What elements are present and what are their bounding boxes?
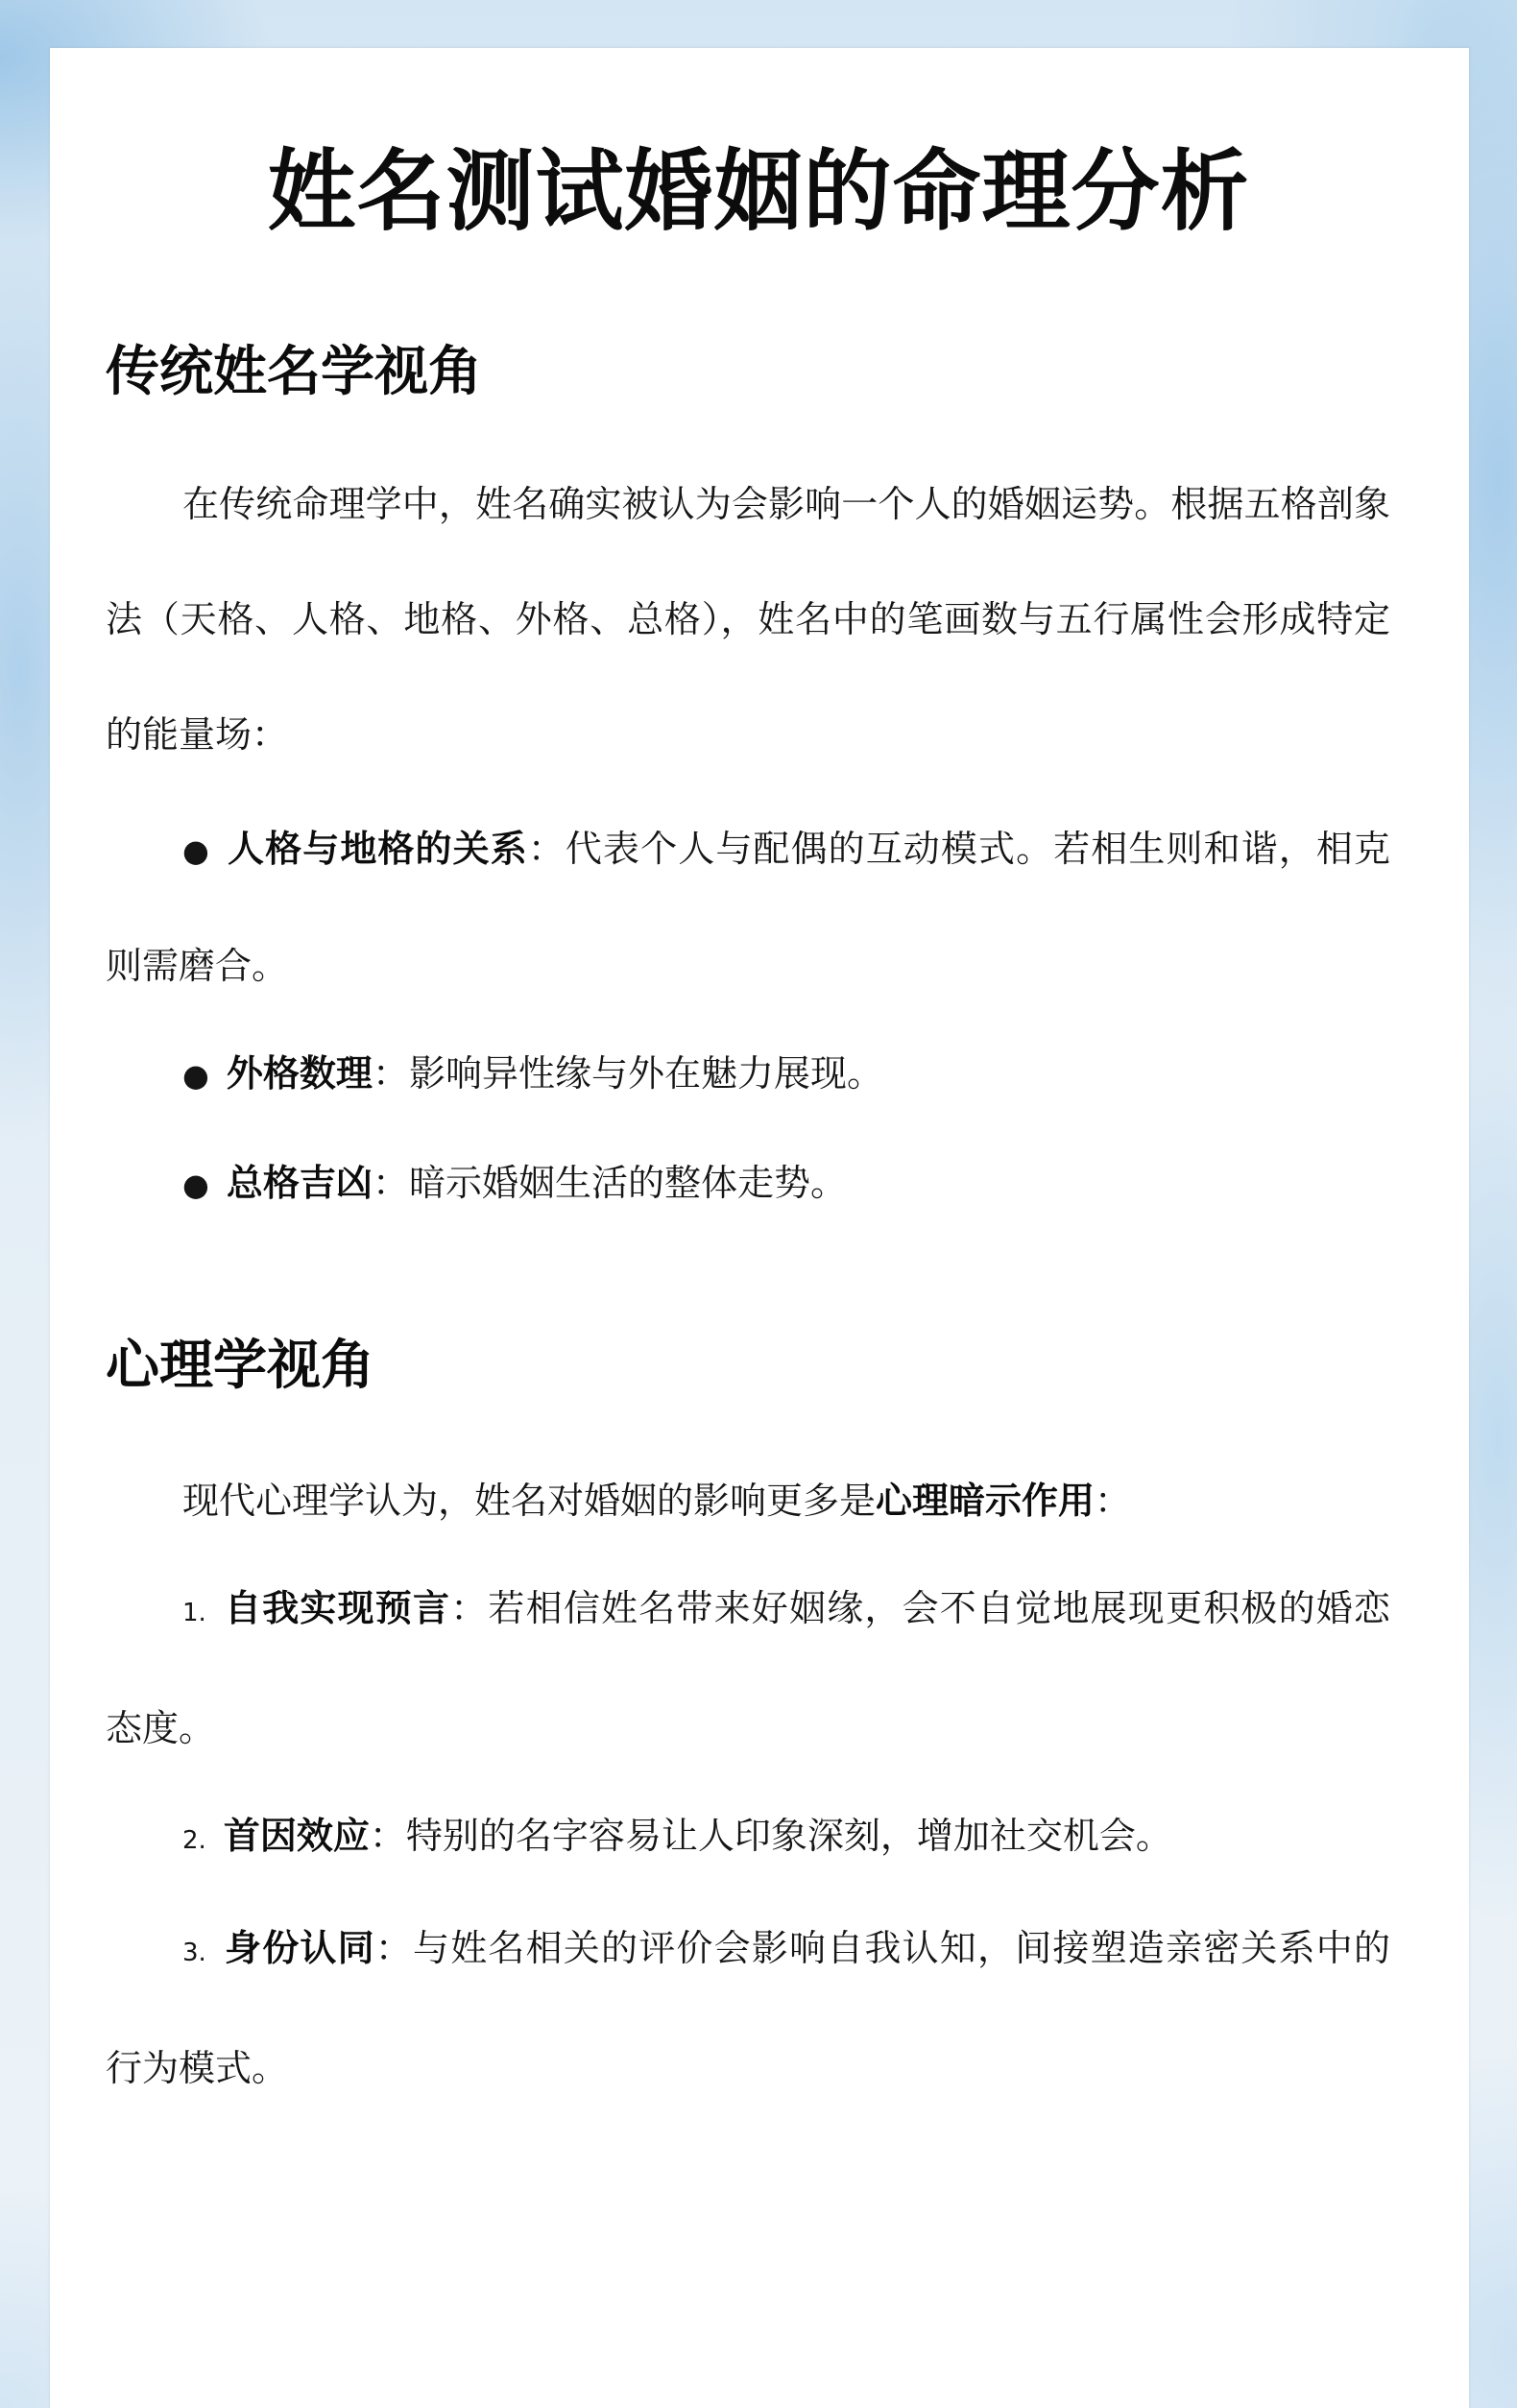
bullet-item [106,1125,1390,1242]
item-number: 3. [182,1938,206,1967]
bullet-item [106,791,1390,1023]
article-body [106,341,1390,2126]
bullet-term: 总格吉凶 [226,1162,373,1204]
item-term: 首因效应 [223,1815,370,1857]
item-number: 2. [182,1826,206,1855]
bullet-item [106,1016,1390,1133]
item-number: 1. [182,1599,206,1627]
item-text: ：若相信姓名带来好姻缘，会不自觉地展现更积极的婚恋态度。 [106,1587,1390,1749]
intro-text: 现代心理学认为，姓名对婚姻的影响更多是 [182,1480,877,1522]
psychology-intro-paragraph [106,1443,1390,1558]
bullet-text: ：代表个人与配偶的互动模式。若相生则和谐，相克则需磨合。 [106,828,1390,987]
page-title: 姓名测试婚姻的命理分析 [267,140,1250,243]
bullet-icon: ● [182,1057,209,1094]
bullet-term: 外格数理 [226,1052,373,1095]
bullet-icon: ● [182,1167,209,1203]
bullet-text: ：暗示婚姻生活的整体走势。 [372,1162,847,1204]
section-heading-traditional: 传统姓名学视角 [106,341,482,403]
item-term: 身份认同 [223,1927,375,1969]
item-term: 自我实现预言 [223,1587,451,1629]
traditional-intro-paragraph: 在传统命理学中，姓名确实被认为会影响一个人的婚姻运势。根据五格剖象法（天格、人格、地格、外格、总格），姓名中的笔画数与五行属性会形成特定的能量场： [106,483,1390,756]
intro-colon: ： [1095,1480,1132,1522]
intro-term: 心理暗示作用 [876,1480,1096,1522]
numbered-item [106,1890,1390,2126]
numbered-item [106,1551,1390,1786]
bullet-icon: ● [182,832,211,869]
item-text: ：与姓名相关的评价会影响自我认知，间接塑造亲密关系中的行为模式。 [106,1927,1390,2089]
item-text: ：特别的名字容易让人印象深刻，增加社交机会。 [369,1815,1172,1857]
bullet-term: 人格与地格的关系 [228,828,528,870]
bullet-text: ：影响异性缘与外在魅力展现。 [372,1052,883,1095]
numbered-item [106,1778,1390,1898]
section-heading-psychology: 心理学视角 [106,1335,374,1397]
